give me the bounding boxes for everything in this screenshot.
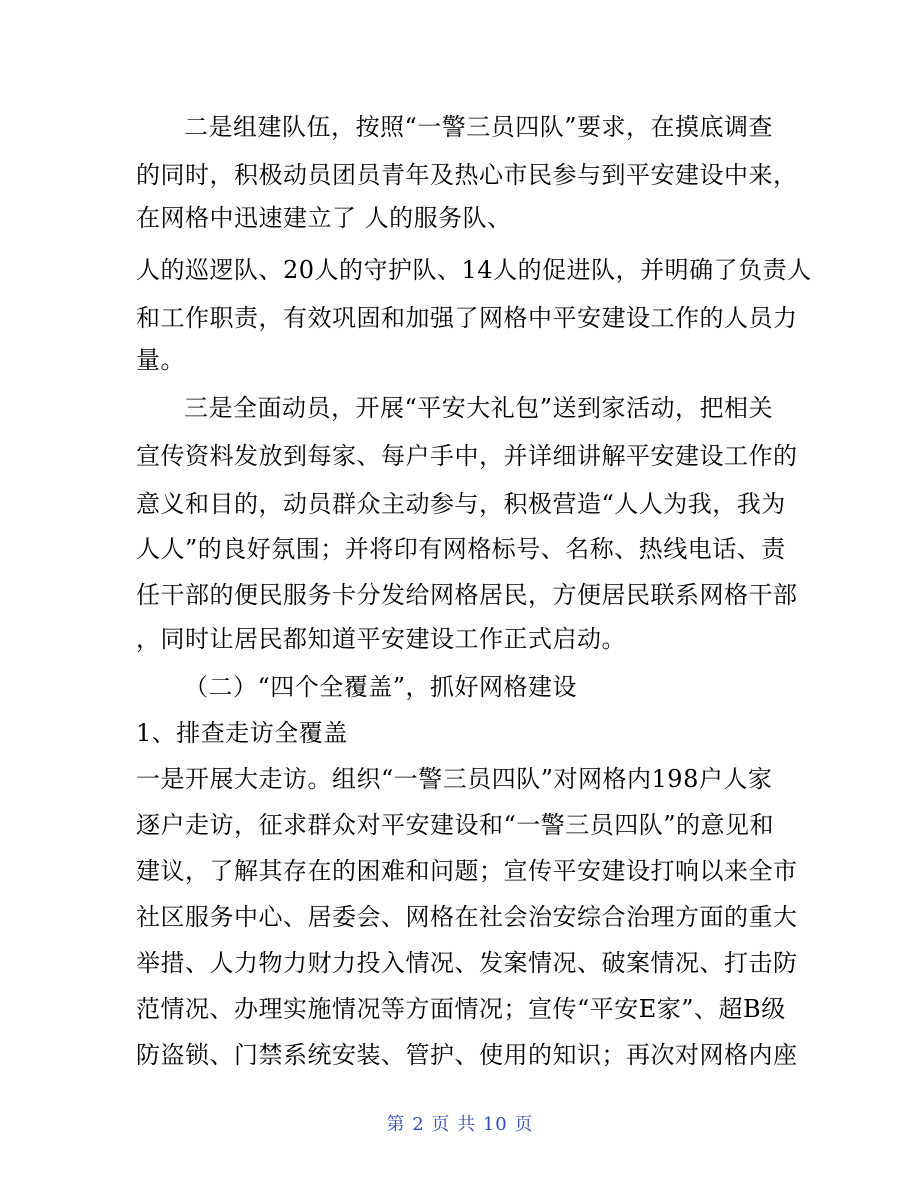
paragraph-line: 和工作职责，有效巩固和加强了网格中平安建设工作的人员力 (136, 304, 798, 332)
paragraph-line: 意义和目的，动员群众主动参与，积极营造“人人为我，我为 (136, 490, 786, 518)
page-number-footer: 第 2 页 共 10 页 (386, 1114, 534, 1135)
paragraph-line: 举措、人力物力财力投入情况、发案情况、破案情况、打击防 (136, 949, 798, 977)
paragraph-line: 社区服务中心、居委会、网格在社会治安综合治理方面的重大 (136, 903, 798, 931)
paragraph-line: 人人”的良好氛围；并将印有网格标号、名称、热线电话、责 (136, 535, 786, 563)
subsection-heading: 1、排查走访全覆盖 (136, 719, 348, 747)
paragraph-line: 量。 (136, 346, 185, 374)
paragraph-line: 的同时，积极动员团员青年及热心市民参与到平安建设中来， (136, 161, 798, 189)
paragraph-line: 逐户走访，征求群众对平安建设和“一警三员四队”的意见和 (136, 811, 775, 839)
section-heading: （二）“四个全覆盖”，抓好网格建设 (184, 673, 578, 701)
paragraph-line: 任干部的便民服务卡分发给网格居民，方便居民联系网格干部 (136, 581, 798, 609)
paragraph-line: 人的巡逻队、20人的守护队、14人的促进队，并明确了负责人 (136, 256, 812, 284)
paragraph-line: 一是开展大走访。组织“一警三员四队”对网格内198户人家 (136, 765, 773, 793)
paragraph-line: 二是组建队伍，按照“一警三员四队”要求，在摸底调查 (184, 113, 774, 141)
paragraph-line: 范情况、办理实施情况等方面情况；宣传“平安E家”、超B级 (136, 995, 786, 1023)
paragraph-line: ，同时让居民都知道平安建设工作正式启动。 (136, 625, 626, 653)
paragraph-line: 建议，了解其存在的困难和问题；宣传平安建设打响以来全市 (136, 857, 798, 885)
paragraph-line: 三是全面动员，开展“平安大礼包”送到家活动，把相关 (184, 394, 774, 422)
paragraph-line: 宣传资料发放到每家、每户手中，并详细讲解平安建设工作的 (136, 442, 798, 470)
paragraph-line: 防盗锁、门禁系统安装、管护、使用的知识；再次对网格内座 (136, 1041, 798, 1069)
paragraph-line: 在网格中迅速建立了 人的服务队、 (136, 204, 512, 232)
